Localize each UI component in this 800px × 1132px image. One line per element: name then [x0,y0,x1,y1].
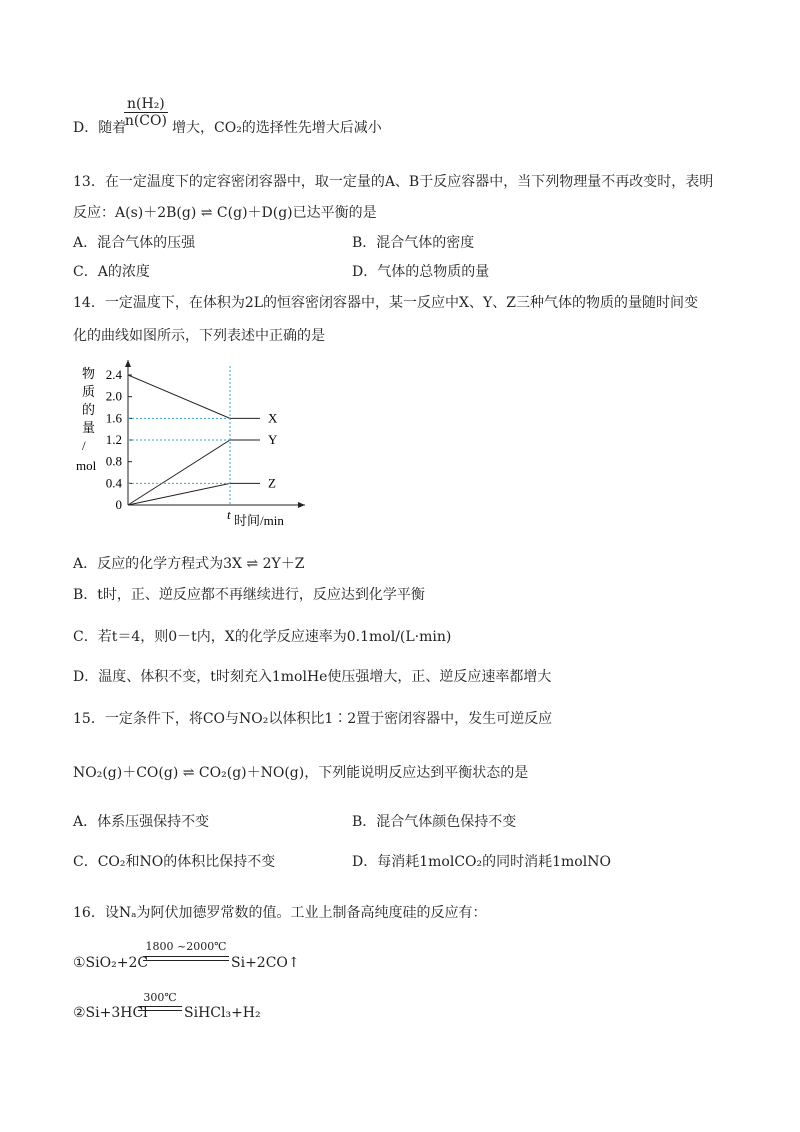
q13-option-a: A．混合气体的压强 [73,235,196,251]
q15-stem-line2: NO₂(g)＋CO(g) ⇌ CO₂(g)＋NO(g)，下列能说明反应达到平衡状态的是 [73,765,529,781]
q14-option-b: B．t时，正、逆反应都不再继续进行，反应达到化学平衡 [73,587,425,603]
q14-option-d: D．温度、体积不变，t时刻充入1molHe使压强增大，正、逆反应速率都增大 [73,669,552,685]
reaction-1-right: Si+2CO↑ [231,955,300,971]
y-axis-label-char: 质 [82,384,96,399]
y-axis-label-char: mol [76,458,97,473]
series-label-z: Z [268,475,276,491]
series-label-x: X [268,410,278,426]
q14-stem-line2: 化的曲线如图所示，下列表述中正确的是 [73,328,325,344]
q14-chart [70,350,320,530]
q15-option-d: D．每消耗1molCO₂的同时消耗1molNO [352,854,611,870]
q14-option-c: C．若t＝4，则0－t内，X的化学反应速率为0.1mol/(L·min) [73,629,452,645]
q13-option-b: B．混合气体的密度 [352,235,475,251]
reaction-1-double-line [143,956,229,961]
d-fraction [124,96,168,129]
y-axis-label-char: 的 [82,402,96,417]
q15-option-c: C．CO₂和NO的体积比保持不变 [73,854,276,870]
reaction-1-condition: 1800 ~2000℃ [145,940,227,953]
q15-option-b: B．混合气体颜色保持不变 [352,814,517,830]
reaction-2-left: ②Si+3HCl [73,1005,148,1021]
y-tick-label: 1.6 [105,410,122,426]
q13-stem-line1: 13．在一定温度下的定容密闭容器中，取一定量的A、B于反应容器中，当下列物理量不再改变时，表明 [73,174,714,190]
x-tick-t: t [227,507,231,522]
series-label-y: Y [268,432,278,447]
y-axis-label-char: 物 [82,366,96,381]
y-axis-label-char: 量 [82,420,96,435]
q12-option-d-prefix: D．随着 [73,120,127,136]
q14-stem-line1: 14．一定温度下，在体积为2L的恒容密闭容器中，某一反应中X、Y、Z三种气体的物质的量随时间变 [73,295,698,311]
q13-option-d: D．气体的总物质的量 [352,264,490,280]
y-tick-label: 0.8 [105,453,122,469]
reaction-2-right: SiHCl₃+H₂ [184,1005,261,1021]
series-line-x [128,375,260,418]
y-tick-label: 2.4 [105,367,122,382]
reaction-1-left: ①SiO₂+2C [73,955,149,971]
fraction-numerator: n(H₂) [124,96,168,113]
fraction-denominator: n(CO) [124,113,167,129]
x-axis-label: 时间/min [234,513,284,528]
q13-option-c: C．A的浓度 [73,264,150,280]
series-line-z [128,483,260,505]
y-axis-arrow [125,360,131,367]
y-tick-label: 1.2 [105,432,122,447]
q15-option-a: A．体系压强保持不变 [73,814,210,830]
q14-option-a: A．反应的化学方程式为3X ⇌ 2Y＋Z [73,556,305,572]
x-axis-arrow [298,502,305,508]
q15-stem-line1: 15．一定条件下，将CO与NO₂以体积比1∶2置于密闭容器中，发生可逆反应 [73,711,553,727]
reaction-2-condition: 300℃ [143,991,177,1004]
series-line-y [128,440,260,505]
y-tick-label: 2.0 [105,388,122,404]
y-tick-label: 0 [115,497,122,512]
q12-option-d-suffix: 增大，CO₂的选择性先增大后减小 [172,120,382,136]
y-tick-label: 0.4 [105,475,122,491]
q16-stem: 16．设Nₐ为阿伏加德罗常数的值。工业上制备高纯度硅的反应有： [73,905,487,921]
reaction-2-double-line [138,1006,182,1011]
y-axis-label-char: / [82,438,86,453]
q13-stem-line2: 反应：A(s)＋2B(g) ⇌ C(g)＋D(g)已达平衡的是 [73,205,377,221]
